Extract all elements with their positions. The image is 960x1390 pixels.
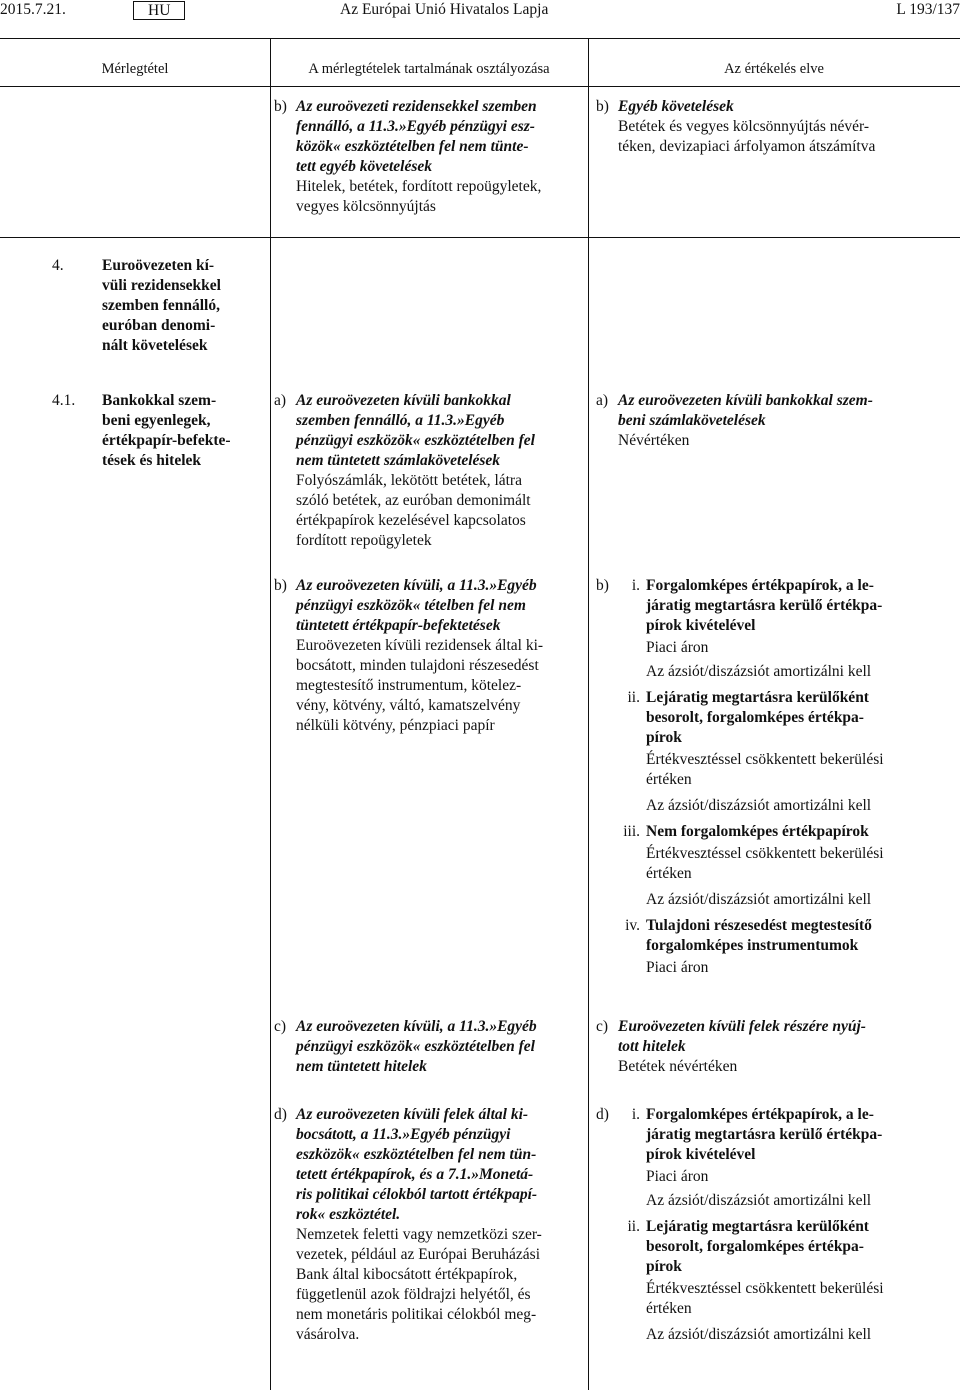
valuation-b-item-iii: iii. Nem forgalomképes értékpapírok Értékvesztéssel csökkentett bekerülési értéken Az ázsiót/diszázsiót amortizálni kell (623, 823, 884, 908)
item-4-1: 4.1. Bankokkal szem- beni egyenlegek, értékpapír-befekte- tések és hitelek (52, 392, 231, 469)
classification-b: b) Az euroövezeten kívüli, a 11.3.»Egyéb pénzügyi eszközök« tételben fel nem tüntetett értékpapír-befektetések Euroövezeten kívüli rezidensek által ki- bocsátott, minden tulajdoni részesedést megtestesítő instrumentum, kötelez- vény, kötvény, váltó, kamatszelvény nélküli kötvény, pénzpiaci papír (274, 577, 544, 734)
valuation-d-item-i: i. Forgalomképes értékpapírok, a le- járatig megtartásra kerülő értékpa- pírok kivételével Piaci áron Az ázsiót/diszázsiót amortizálni kell (631, 1106, 883, 1209)
valuation-b-item-i: i. Forgalomképes értékpapírok, a le- járatig megtartásra kerülő értékpa- pírok kivételével Piaci áron Az ázsiót/diszázsiót amortizálni kell (631, 577, 883, 680)
item-number: 4.1. (52, 392, 76, 409)
item-4: 4. Euroövezeten kí- vüli rezidensekkel szemben fennálló, euróban denomi- nált követelések (52, 257, 221, 354)
classification-b-continued: b) Az euroövezeti rezidensekkel szemben fennálló, a 11.3.»Egyéb pénzügyi esz- közök« eszköztételben fel nem tünte- tett egyéb követelések Hitelek, betétek, fordított repoügyletek, vegyes kölcsönnyújtás (274, 98, 542, 215)
publication-date: 2015.7.21. (0, 1, 66, 18)
page-number: L 193/137 (896, 1, 960, 18)
valuation-b: b) i. Forgalomképes értékpapírok, a le- járatig megtartásra kerülő értékpa- pírok kivételével Piaci áron Az ázsiót/diszázsiót amortizálni kell ii. Lejáratig megtartásra kerülőként besorolt, forgalomképes értékpa- pírok Értékvesztéssel csökkentett bekerülési értéken Az ázsiót/diszázsiót amortizálni kell iii. Nem forgalomképes értékpapírok Értékvesztéssel csökkentett bekerülési értéken Az ázsiót/diszázsiót amortizálni kell iv. Tulajdoni részesedést megtestesítő forgalomképes instrumentumok Piaci áron (596, 576, 936, 978)
column-divider-2 (588, 38, 589, 1390)
classification-c: c) Az euroövezeten kívüli, a 11.3.»Egyéb pénzügyi eszközök« eszköztételben fel nem tüntetett hitelek (274, 1018, 537, 1075)
valuation-c: c) Euroövezeten kívüli felek részére nyúj- tott hitelek Betétek névértéken (596, 1018, 866, 1075)
column-divider-1 (270, 38, 271, 1390)
header-bottom-rule (0, 86, 960, 87)
valuation-b-continued: b) Egyéb követelések Betétek és vegyes kölcsönnyújtás névér- téken, devizapiaci árfolyamon átszámítva (596, 98, 876, 155)
column-header-classification: A mérlegtételek tartalmának osztályozása (308, 61, 550, 77)
row-divider (0, 237, 960, 238)
valuation-a: a) Az euroövezeten kívüli bankokkal szem- beni számlakövetelések Névértéken (596, 392, 873, 449)
language-code: HU (133, 1, 185, 20)
valuation-d-item-ii: ii. Lejáratig megtartásra kerülőként besorolt, forgalomképes értékpa- pírok Értékvesztéssel csökkentett bekerülési értéken Az ázsiót/diszázsiót amortizálni kell (627, 1218, 884, 1343)
column-header-valuation: Az értékelés elve (724, 61, 824, 77)
valuation-d: d) i. Forgalomképes értékpapírok, a le- járatig megtartásra kerülő értékpa- pírok kivételével Piaci áron Az ázsiót/diszázsiót amortizálni kell ii. Lejáratig megtartásra kerülőként besorolt, forgalomképes értékpa- pírok Értékvesztéssel csökkentett bekerülési értéken Az ázsiót/diszázsiót amortizálni kell (596, 1105, 936, 1345)
classification-a: a) Az euroövezeten kívüli bankokkal szemben fennálló, a 11.3.»Egyéb pénzügyi eszközök« eszköztételben fel nem tüntetett számlakövetelések Folyószámlák, lekötött betétek, látra szóló betétek, az euróban demonimált értékpapírok kezelésével kapcsolatos fordított repoügyletek (274, 392, 535, 549)
classification-d: d) Az euroövezeten kívüli felek által ki- bocsátott, a 11.3.»Egyéb pénzügyi eszközök« eszköztételben fel nem tün- tetett értékpapírok, és a 7.1.»Monetá- ris politikai célokból tartott értékpapí- rok« eszköztétel. Nemzetek feletti vagy nemzetközi szer- vezetek, például az Európai Beruházási Bank által kibocsátott értékpapírok, függetlenül azok földrajzi helyétől, és nem monetáris politikai célokból meg- vásárolva. (274, 1106, 542, 1343)
column-header-item: Mérlegtétel (101, 61, 169, 77)
valuation-b-item-iv: iv. Tulajdoni részesedést megtestesítő forgalomképes instrumentumok Piaci áron (625, 917, 872, 976)
item-number: 4. (52, 257, 64, 274)
valuation-b-item-ii: ii. Lejáratig megtartásra kerülőként besorolt, forgalomképes értékpa- pírok Értékvesztéssel csökkentett bekerülési értéken Az ázsiót/diszázsiót amortizálni kell (627, 689, 884, 814)
table-top-rule (0, 38, 960, 39)
journal-title: Az Európai Unió Hivatalos Lapja (340, 1, 549, 18)
